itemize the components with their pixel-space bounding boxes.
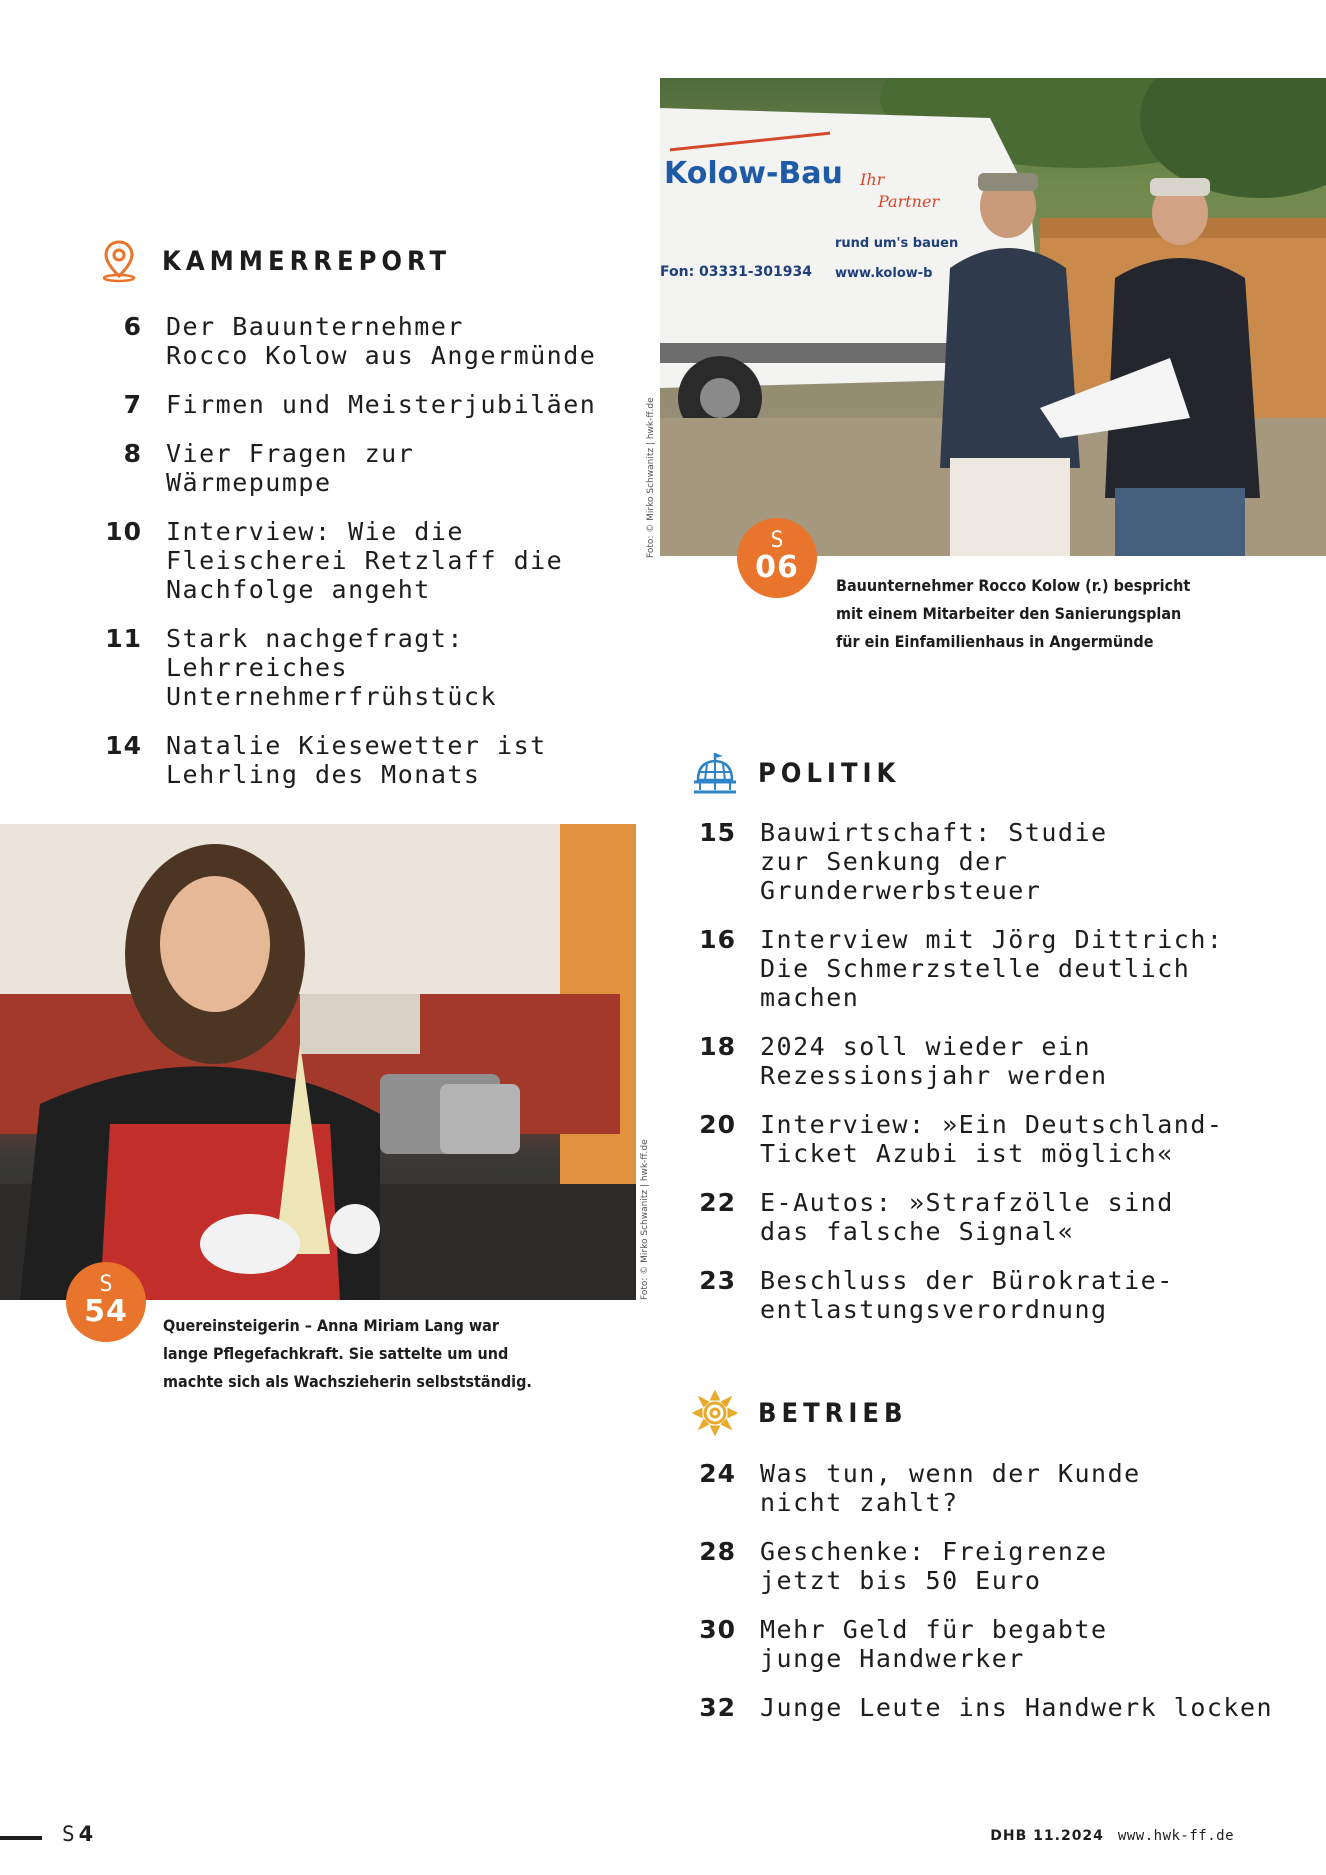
caption-line: Bauunternehmer Rocco Kolow (r.) bespricht (836, 576, 1191, 595)
toc-entry-line: Ticket Azubi ist möglich« (760, 1139, 1174, 1168)
toc-entry[interactable] (694, 1266, 1314, 1324)
toc-page-number: 18 (699, 1032, 736, 1061)
toc-entry-line: jetzt bis 50 Euro (760, 1566, 1042, 1595)
section-title: POLITIK (758, 757, 901, 789)
toc-entry-line: entlastungsverordnung (760, 1295, 1108, 1324)
toc-entry[interactable] (694, 1188, 1314, 1246)
van-slogan-2: Partner (878, 192, 940, 211)
section-header-politik (692, 750, 900, 796)
toc-list-betrieb (694, 1459, 1314, 1742)
toc-entry-line: Unternehmerfrühstück (166, 682, 498, 711)
toc-entry-line: Junge Leute ins Handwerk locken (760, 1693, 1274, 1722)
toc-page-number: 32 (699, 1693, 736, 1722)
toc-entry-line: Interview mit Jörg Dittrich: (760, 925, 1224, 954)
toc-entry[interactable] (100, 624, 660, 711)
toc-entry[interactable] (694, 1693, 1314, 1722)
toc-page-number: 11 (105, 624, 142, 653)
van-phone: Fon: 03331-301934 (660, 264, 813, 280)
toc-entry-line: machen (760, 983, 860, 1012)
website-url: www.hwk-ff.de (1117, 1828, 1234, 1844)
toc-entry-line: junge Handwerker (760, 1644, 1025, 1673)
page-badge-top (737, 518, 817, 598)
caption-line: Quereinsteigerin – Anna Miriam Lang war (163, 1316, 499, 1335)
toc-entry-title (166, 312, 596, 370)
toc-page-number: 24 (699, 1459, 736, 1488)
toc-entry-title (166, 731, 547, 789)
badge-prefix: S (770, 528, 784, 553)
toc-entry[interactable] (694, 1537, 1314, 1595)
van-web: www.kolow-b (835, 266, 933, 281)
toc-page-number: 20 (699, 1110, 736, 1139)
section-title: KAMMERREPORT (162, 245, 452, 277)
toc-entry-title (760, 1693, 1273, 1722)
toc-entry-title (760, 1615, 1108, 1673)
van-slogan-1: Ihr (860, 170, 885, 189)
van-brand: Kolow-Bau (664, 156, 843, 191)
toc-page-number: 15 (699, 818, 736, 847)
toc-entry-line: nicht zahlt? (760, 1488, 959, 1517)
toc-entry[interactable] (694, 818, 1314, 905)
toc-entry-line: Vier Fragen zur (166, 439, 415, 468)
toc-entry-line: Firmen und Meisterjubiläen (166, 390, 597, 419)
magazine-issue: DHB 11.2024 (990, 1828, 1104, 1844)
toc-entry[interactable] (694, 1110, 1314, 1168)
toc-entry-title (760, 1537, 1108, 1595)
toc-entry-line: Stark nachgefragt: Lehrreiches (166, 624, 464, 682)
badge-page-number: 06 (755, 550, 799, 585)
toc-entry-line: Interview: »Ein Deutschland- (760, 1110, 1224, 1139)
section-title: BETRIEB (758, 1397, 908, 1429)
toc-page-number: 14 (105, 731, 142, 760)
toc-entry-title (760, 925, 1223, 1012)
footer-meta (990, 1828, 1234, 1844)
toc-entry-line: Interview: Wie die (166, 517, 464, 546)
toc-entry-title (166, 390, 596, 419)
toc-entry[interactable] (694, 1032, 1314, 1090)
toc-entry-line: Bauwirtschaft: Studie (760, 818, 1108, 847)
toc-entry-title (760, 1459, 1141, 1517)
toc-page-number: 22 (699, 1188, 736, 1217)
parliament-dome-icon (692, 750, 738, 796)
toc-entry-line: Rocco Kolow aus Angermünde (166, 341, 597, 370)
photo-wax-candle-maker (0, 824, 636, 1300)
toc-entry-line: 2024 soll wieder ein (760, 1032, 1092, 1061)
toc-entry-line: Beschluss der Bürokratie- (760, 1266, 1174, 1295)
caption-top (836, 572, 1190, 656)
toc-entry-title (166, 517, 563, 604)
location-pin-icon (96, 238, 142, 284)
toc-entry-title (760, 1188, 1174, 1246)
footer-rule (0, 1836, 42, 1840)
toc-entry-line: Grunderwerbsteuer (760, 876, 1042, 905)
toc-entry-title (760, 818, 1108, 905)
toc-entry[interactable] (100, 312, 660, 370)
van-slogan-3: rund um's bauen (835, 236, 959, 251)
toc-page-number: 7 (123, 390, 142, 419)
page-badge-bottom (66, 1262, 146, 1342)
toc-entry-title (760, 1032, 1108, 1090)
toc-entry[interactable] (694, 1615, 1314, 1673)
toc-entry-line: Natalie Kiesewetter ist (166, 731, 547, 760)
toc-entry-line: Die Schmerzstelle deutlich (760, 954, 1191, 983)
toc-entry[interactable] (100, 517, 660, 604)
toc-entry-line: Rezessionsjahr werden (760, 1061, 1108, 1090)
toc-entry[interactable] (100, 731, 660, 789)
toc-entry[interactable] (694, 925, 1314, 1012)
toc-entry-title (166, 439, 414, 497)
toc-entry-line: zur Senkung der (760, 847, 1009, 876)
toc-page-number: 28 (699, 1537, 736, 1566)
toc-page-number: 6 (123, 312, 142, 341)
section-header-betrieb (692, 1390, 908, 1436)
toc-entry-line: Der Bauunternehmer (166, 312, 464, 341)
caption-line: mit einem Mitarbeiter den Sanierungsplan (836, 604, 1182, 623)
toc-entry-title (166, 624, 660, 711)
badge-page-number: 54 (84, 1294, 128, 1329)
caption-bottom (163, 1312, 532, 1396)
photo-construction-workers (660, 78, 1326, 556)
toc-entry-line: Fleischerei Retzlaff die (166, 546, 564, 575)
toc-entry[interactable] (100, 439, 660, 497)
caption-line: machte sich als Wachszieherin selbstständig. (163, 1372, 532, 1391)
photo-credit-top: Foto: © Mirko Schwanitz | hwk-ff.de (646, 397, 656, 558)
photo-illustration (0, 824, 636, 1300)
photo-credit-bottom: Foto: © Mirko Schwanitz | hwk-ff.de (640, 1139, 650, 1300)
caption-line: lange Pflegefachkraft. Sie sattelte um und (163, 1344, 509, 1363)
toc-entry-line: Lehrling des Monats (166, 760, 481, 789)
toc-entry-line: Nachfolge angeht (166, 575, 431, 604)
toc-entry-line: Was tun, wenn der Kunde (760, 1459, 1141, 1488)
toc-page-number: 23 (699, 1266, 736, 1295)
toc-entry[interactable] (100, 390, 660, 419)
toc-entry-line: das falsche Signal« (760, 1217, 1075, 1246)
page-prefix: S (62, 1822, 75, 1846)
section-header-kammerreport (96, 238, 451, 284)
toc-page-number: 10 (105, 517, 142, 546)
toc-entry-line: Mehr Geld für begabte (760, 1615, 1108, 1644)
gear-icon (692, 1390, 738, 1436)
badge-prefix: S (99, 1272, 113, 1297)
toc-entry-title (760, 1266, 1174, 1324)
footer-page-number (62, 1822, 93, 1846)
toc-entry-line: E-Autos: »Strafzölle sind (760, 1188, 1174, 1217)
toc-list-politik (694, 818, 1314, 1344)
toc-page-number: 8 (123, 439, 142, 468)
toc-page-number: 16 (699, 925, 736, 954)
page-number: 4 (78, 1822, 94, 1846)
toc-page-number: 30 (699, 1615, 736, 1644)
toc-list-kammerreport (100, 312, 660, 809)
toc-entry[interactable] (694, 1459, 1314, 1517)
toc-entry-line: Geschenke: Freigrenze (760, 1537, 1108, 1566)
toc-entry-line: Wärmepumpe (166, 468, 332, 497)
caption-line: für ein Einfamilienhaus in Angermünde (836, 632, 1154, 651)
toc-entry-title (760, 1110, 1223, 1168)
